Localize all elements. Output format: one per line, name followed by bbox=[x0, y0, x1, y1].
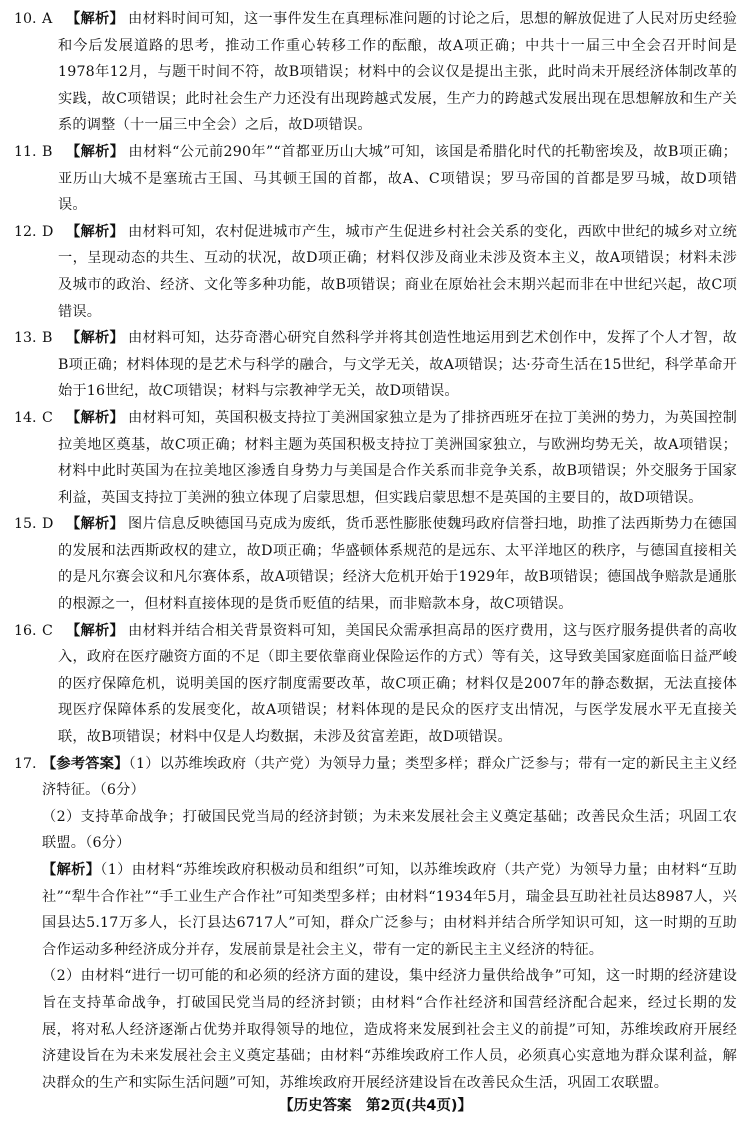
explanation bbox=[58, 139, 737, 219]
answer-item-10 bbox=[14, 6, 737, 139]
question-number: 15. bbox=[14, 516, 37, 533]
explanation-tag: 【解析】 bbox=[66, 11, 125, 27]
answer-item-12 bbox=[14, 219, 737, 325]
answer-item-17 bbox=[14, 751, 737, 804]
question-number: 11. bbox=[14, 143, 37, 160]
answer-item-15 bbox=[14, 511, 737, 617]
question-number: 17. bbox=[14, 755, 37, 772]
answer-item-16 bbox=[14, 618, 737, 751]
answer-letter: B bbox=[42, 330, 53, 347]
explanation-text: 由材料时间可知，这一事件发生在真理标准问题的讨论之后，思想的解放促进了人民对历史经验和今后发展道路的思考，推动工作重心转移工作的酝酿，故A项正确；中共十一届三中全会召开时间是1978年12月，与题干时间不符，故B项错误；材料中的会议仅是提出主张，此时尚未开展经济体制改革的实践，故C项错误；此时社会生产力还没有出现跨越式发展，生产力的跨越式发展出现在思想解放和生产关系的调整（十一届三中全会）之后，故D项错误。 bbox=[58, 11, 737, 134]
explanation-part-2: （2）由材料“进行一切可能的和必须的经济方面的建设，集中经济力量供给战争”可知，这一时期的经济建设旨在支持革命战争，打破国民党当局的经济封锁；由材料“合作社经济和国营经济配合起来，经过长期的发展，将对私人经济逐渐占优势并取得领导的地位，造成将来发展到社会主义的前提”可知，苏维埃政府开展经济建设旨在为未来发展社会主义奠定基础；由材料“苏维埃政府工作人员，必须真心实意地为群众谋利益，解决群众的生产和实际生活问题”可知，苏维埃政府开展经济建设旨在改善民众生活，巩固工农联盟。 bbox=[42, 968, 737, 1091]
explanation-text: 由材料可知，农村促进城市产生，城市产生促进乡村社会关系的变化，西欧中世纪的城乡对立统一，呈现动态的共生、互动的状况，故D项正确；材料仅涉及商业未涉及资本主义，故A项错误；材料未涉及城市的政治、经济、文化等多种功能，故B项错误；商业在原始社会末期兴起而非在中世纪兴起，故C项错误。 bbox=[58, 223, 737, 320]
explanation bbox=[58, 6, 737, 139]
question-number: 14. bbox=[14, 409, 37, 426]
reference-answer-part-2: （2）支持革命战争；打破国民党当局的经济封锁；为未来发展社会主义奠定基础；改善民众生活；巩固工农联盟。（6分） bbox=[42, 808, 737, 852]
explanation-tag: 【解析】 bbox=[66, 622, 125, 639]
question-number: 13. bbox=[14, 330, 37, 347]
explanation-text: 由材料可知，达芬奇潜心研究自然科学并将其创造性地运用到艺术创作中，发挥了个人才智，故B项正确；材料体现的是艺术与科学的融合，与文学无关，故A项错误；达·芬奇生活在15世纪，科学革命开始于16世纪，故C项错误；材料与宗教神学无关，故D项错误。 bbox=[58, 330, 737, 400]
explanation-text: 图片信息反映德国马克成为废纸，货币恶性膨胀使魏玛政府信誉扫地，助推了法西斯势力在德国的发展和法西斯政权的建立，故D项正确；华盛顿体系规范的是远东、太平洋地区的秩序，与德国直接相关的是凡尔赛会议和凡尔赛体系，故A项错误；经济大危机开始于1929年，故B项错误；德国战争赔款是通胀的根源之一，但材料直接体现的是货币贬值的结果，而非赔款本身，故C项错误。 bbox=[58, 516, 737, 613]
explanation bbox=[58, 618, 737, 751]
answer-item-14 bbox=[14, 405, 737, 511]
reference-answer bbox=[42, 751, 737, 804]
question-number: 10. bbox=[14, 11, 37, 27]
answer-letter: C bbox=[42, 409, 53, 426]
explanation-text: （1）由材料“苏维埃政府积极动员和组织”可知，以苏维埃政府（共产党）为领导力量；由材料“互助社”“犁牛合作社”“手工业生产合作社”可知类型多样；由材料“1934年5月，瑞金县互助社社员达8987人，兴国县达5.17万多人，长汀县达6717人”可知，群众广泛参与；由材料并结合所学知识可知，这一时期的互助合作运动多种经济成分并存，发展前景是社会主义，带有一定的新民主主义经济的特征。 bbox=[42, 862, 737, 958]
question-number: 12. bbox=[14, 223, 37, 240]
answer-item-13 bbox=[14, 325, 737, 405]
reference-answer-tag: 【参考答案】 bbox=[42, 755, 129, 772]
explanation-tag: 【解析】 bbox=[66, 330, 125, 347]
explanation bbox=[58, 325, 737, 405]
explanation-part-1 bbox=[14, 857, 737, 963]
explanation-tag: 【解析】 bbox=[66, 223, 125, 240]
question-number: 16. bbox=[14, 622, 37, 639]
explanation-tag: 【解析】 bbox=[66, 516, 125, 533]
explanation bbox=[58, 219, 737, 325]
answer-letter: D bbox=[42, 223, 54, 240]
explanation-text: 由材料并结合相关背景资料可知，美国民众需承担高昂的医疗费用，这与医疗服务提供者的高收入，政府在医疗融资方面的不足（即主要依靠商业保险运作的方式）等有关，这导致美国家庭面临日益严峻的医疗保障危机，说明美国的医疗制度需要改革，故C项正确；材料仅是2007年的静态数据，无法直接体现医疗保障体系的发展变化，故A项错误；材料体现的是民众的医疗支出情况，与医学发展水平无直接关联，故B项错误；材料中仅是人均数据，未涉及贫富差距，故D项错误。 bbox=[58, 622, 737, 746]
answer-item-11 bbox=[14, 139, 737, 219]
explanation bbox=[58, 511, 737, 617]
page-footer: 【历史答案 第2页(共4页)】 bbox=[279, 1098, 472, 1114]
explanation-text: 由材料“公元前290年”“首都亚历山大城”可知，该国是希腊化时代的托勒密埃及，故B项正确；亚历山大城不是塞琉古王国、马其顿王国的首都，故A、C项错误；罗马帝国的首都是罗马城，故D项错误。 bbox=[58, 143, 737, 214]
explanation-tag: 【解析】 bbox=[42, 862, 101, 878]
explanation-text: 由材料可知，英国积极支持拉丁美洲国家独立是为了排挤西班牙在拉丁美洲的势力，为英国控制拉美地区奠基，故C项正确；材料主题为英国积极支持拉丁美洲国家独立，与欧洲均势无关，故A项错误；材料中此时英国为在拉美地区渗透自身势力与美国是合作关系而非竞争关系，故B项错误；外交服务于国家利益，英国支持拉丁美洲的独立体现了启蒙思想，但实践启蒙思想不是英国的主要目的，故D项错误。 bbox=[58, 409, 737, 506]
explanation bbox=[58, 405, 737, 511]
answer-letter: A bbox=[42, 11, 53, 27]
explanation-tag: 【解析】 bbox=[66, 143, 125, 160]
answer-letter: B bbox=[42, 143, 53, 160]
reference-answer-part-1: （1）以苏维埃政府（共产党）为领导力量；类型多样；群众广泛参与；带有一定的新民主主义经济特征。（6分） bbox=[42, 755, 737, 799]
explanation-tag: 【解析】 bbox=[66, 409, 125, 426]
answer-letter: C bbox=[42, 622, 53, 639]
answer-letter: D bbox=[42, 516, 54, 533]
